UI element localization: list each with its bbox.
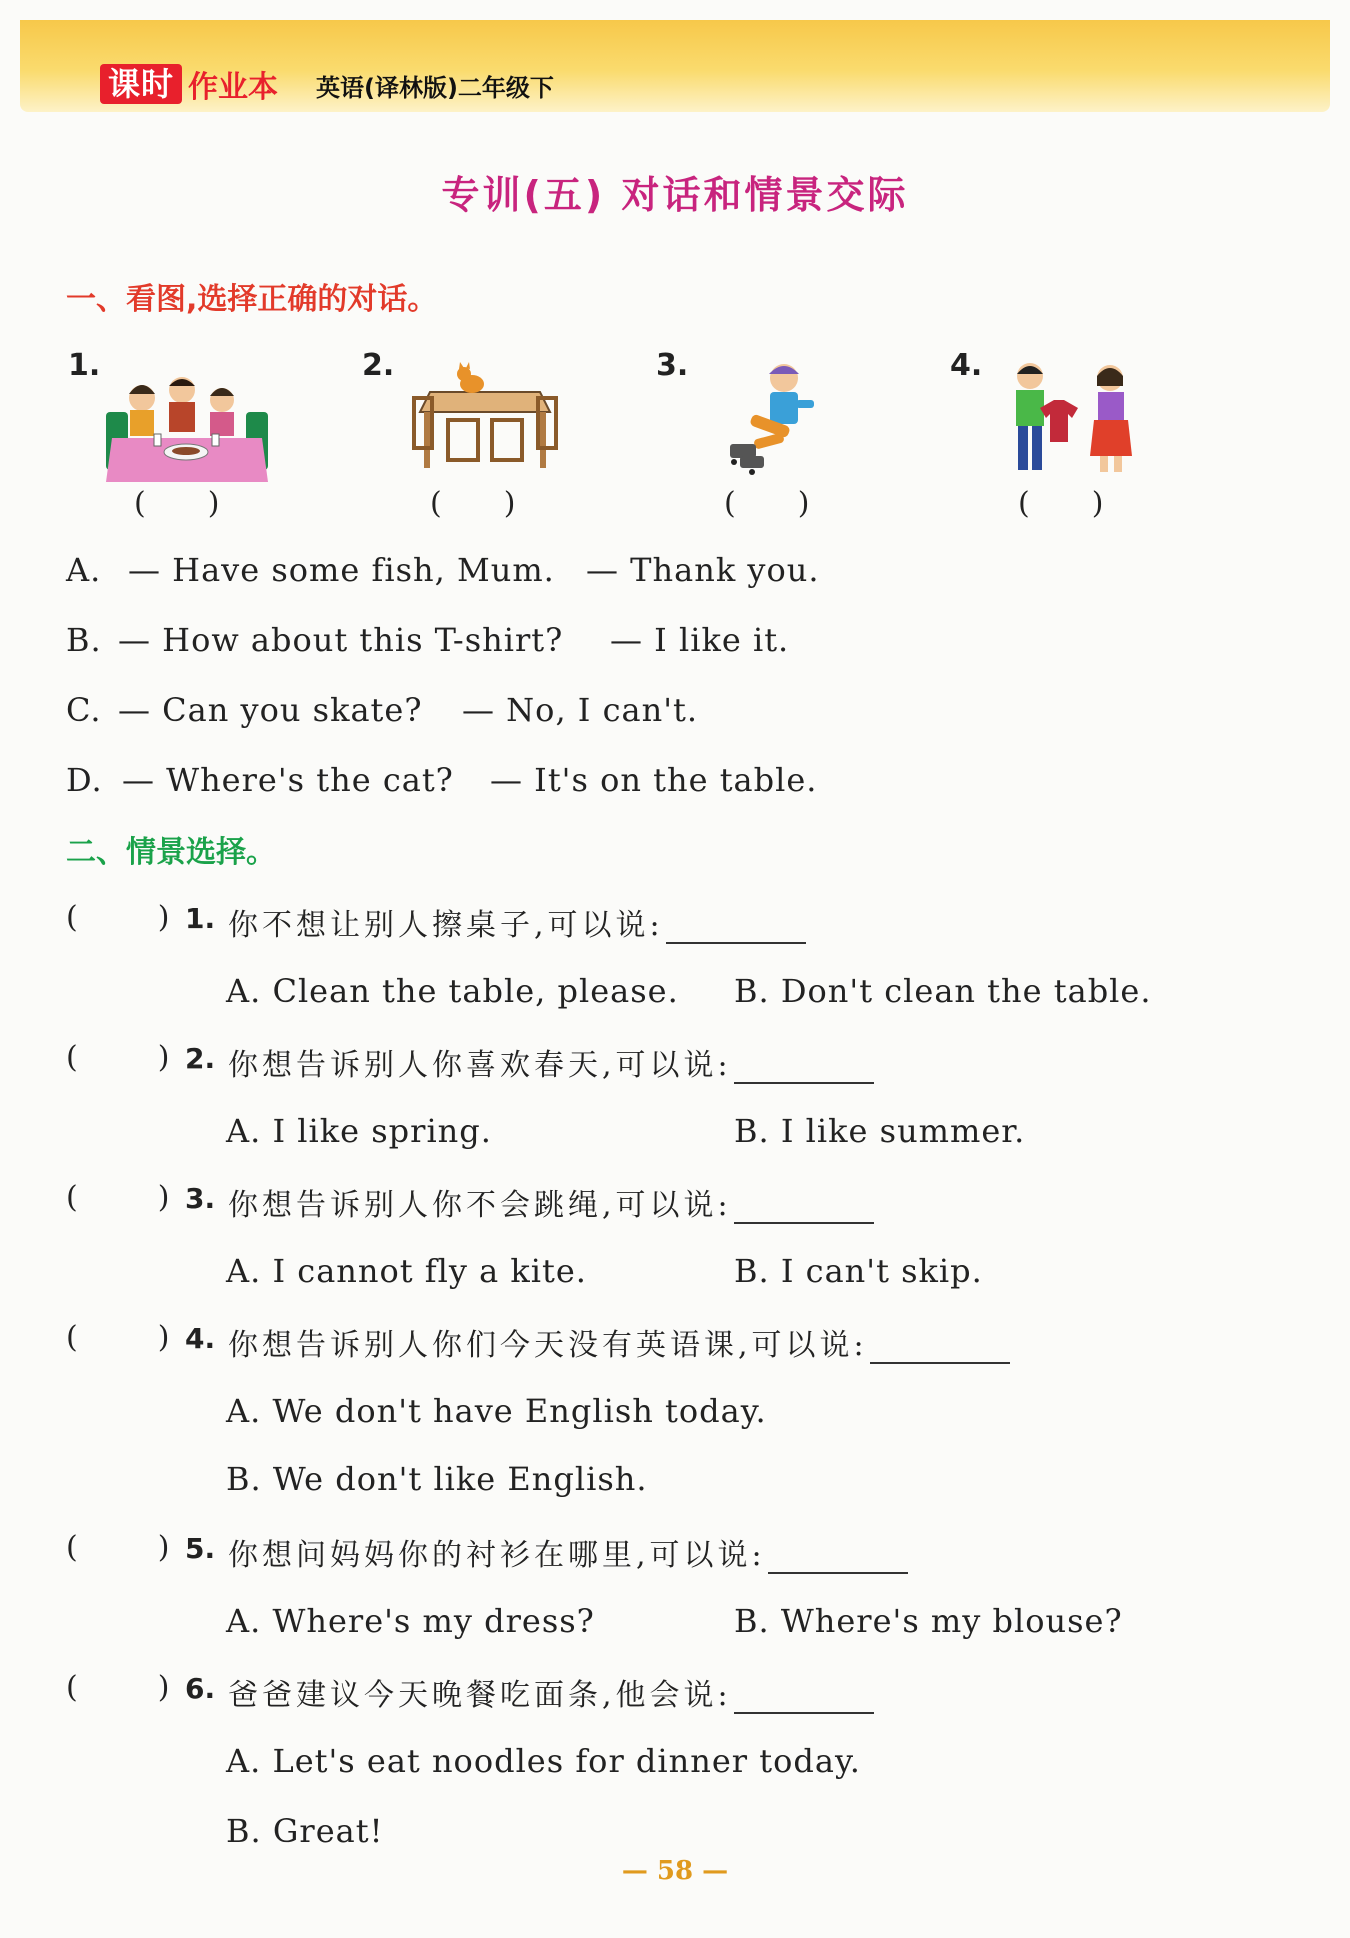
question-number-2: 2. [185,1042,216,1075]
q6-option-b: B. Great! [226,1812,384,1850]
answer-blank-5[interactable] [768,1542,908,1574]
option-letter-a: A. [66,551,102,589]
option-c-question: — Can you skate? [118,691,423,729]
answer-paren-q5[interactable]: ( ) [66,1530,170,1565]
answer-bracket-4[interactable]: ( ) [1018,486,1104,521]
q6-option-a: A. Let's eat noodles for dinner today. [226,1742,861,1780]
picture-number-2: 2. [362,348,395,383]
q1-option-a: A. Clean the table, please. [226,972,679,1010]
answer-blank-2[interactable] [734,1052,874,1084]
answer-paren-q3[interactable]: ( ) [66,1180,170,1215]
option-b-answer: — I like it. [610,621,790,659]
q3-option-b: B. I can't skip. [734,1252,983,1290]
question-text-4: 你想告诉别人你们今天没有英语课,可以说: [228,1320,1010,1364]
option-a-answer: — Thank you. [586,551,820,589]
answer-bracket-2[interactable]: ( ) [430,486,516,521]
answer-blank-4[interactable] [870,1332,1010,1364]
answer-blank-1[interactable] [666,912,806,944]
question-text-5: 你想问妈妈你的衬衫在哪里,可以说: [228,1530,908,1574]
q5-option-a: A. Where's my dress? [226,1602,595,1640]
option-a-question: — Have some fish, Mum. [128,551,555,589]
q4-option-b: B. We don't like English. [226,1460,648,1498]
answer-paren-q2[interactable]: ( ) [66,1040,170,1075]
picture-number-4: 4. [950,348,983,383]
question-text-1: 你不想让别人擦桌子,可以说: [228,900,806,944]
section2-heading: 二、情景选择。 [66,835,276,870]
question-text-6: 爸爸建议今天晚餐吃面条,他会说: [228,1670,874,1714]
answer-paren-q1[interactable]: ( ) [66,900,170,935]
question-number-3: 3. [185,1182,216,1215]
option-b-question: — How about this T-shirt? [118,621,564,659]
family-dinner-icon [104,368,270,484]
q2-option-a: A. I like spring. [226,1112,492,1150]
answer-blank-3[interactable] [734,1192,874,1224]
question-text-3: 你想告诉别人你不会跳绳,可以说: [228,1180,874,1224]
q2-option-b: B. I like summer. [734,1112,1026,1150]
two-girls-tshirt-icon [1006,356,1136,478]
q1-option-b: B. Don't clean the table. [734,972,1152,1010]
option-letter-d: D. [66,761,103,799]
answer-bracket-3[interactable]: ( ) [724,486,810,521]
option-letter-c: C. [66,691,102,729]
page-title: 专训(五) 对话和情景交际 [441,173,909,217]
question-text-2: 你想告诉别人你喜欢春天,可以说: [228,1040,874,1084]
question-number-4: 4. [185,1322,216,1355]
q4-option-a: A. We don't have English today. [226,1392,767,1430]
question-number-1: 1. [185,902,216,935]
option-letter-b: B. [66,621,102,659]
answer-blank-6[interactable] [734,1682,874,1714]
brand-logo [100,62,278,106]
page-number: — 58 — [621,1856,729,1886]
q3-option-a: A. I cannot fly a kite. [226,1252,587,1290]
cat-on-table-icon [412,362,558,472]
question-number-5: 5. [185,1532,216,1565]
q5-option-b: B. Where's my blouse? [734,1602,1123,1640]
brand-box: 课时 [100,64,182,104]
option-d-question: — Where's the cat? [122,761,454,799]
answer-paren-q4[interactable]: ( ) [66,1320,170,1355]
picture-number-3: 3. [656,348,689,383]
subject-label: 英语(译林版)二年级下 [316,74,554,102]
option-d-answer: — It's on the table. [490,761,818,799]
answer-paren-q6[interactable]: ( ) [66,1670,170,1705]
picture-number-1: 1. [68,348,101,383]
skating-boy-icon [724,356,824,476]
question-number-6: 6. [185,1672,216,1705]
answer-bracket-1[interactable]: ( ) [134,486,220,521]
section1-heading: 一、看图,选择正确的对话。 [66,282,438,317]
brand-text: 作业本 [188,70,279,105]
option-c-answer: — No, I can't. [462,691,699,729]
